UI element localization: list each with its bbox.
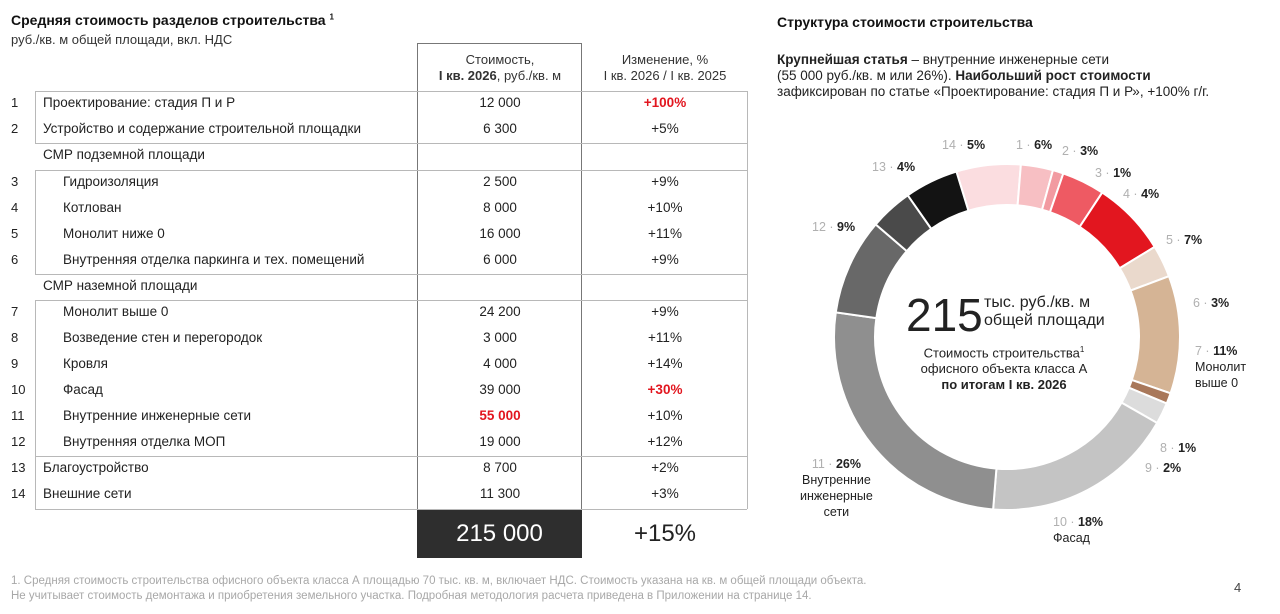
row-cost: 16 000 (479, 226, 521, 241)
slice-percent: 1% (1178, 441, 1197, 455)
row-label: Устройство и содержание строительной площадки (43, 121, 362, 136)
row-change: +9% (651, 252, 679, 267)
row-number: 7 (11, 304, 19, 319)
group-label: СМР подземной площади (43, 147, 205, 162)
chart-title: Структура стоимости строительства (777, 14, 1033, 30)
row-cost: 6 000 (483, 252, 517, 267)
slice-label-12 (812, 219, 855, 235)
donut-center (904, 289, 1134, 341)
change-header-line2: I кв. 2026 / I кв. 2025 (603, 68, 727, 83)
row-number: 6 (11, 252, 19, 267)
slice-percent: 2% (1163, 461, 1182, 475)
slice-label-3 (1095, 165, 1131, 181)
row-change: +11% (648, 226, 682, 241)
row-cost: 2 500 (483, 174, 517, 189)
cost-header-line1: Стоимость, (465, 52, 535, 67)
center-value: 215 (906, 289, 983, 341)
row-change: +2% (651, 460, 679, 475)
desc-text2: (55 000 руб./кв. м или 26%). (777, 68, 956, 83)
slice-percent: 1% (1113, 166, 1132, 180)
table-border (35, 300, 36, 456)
slice-number: 11 · (811, 457, 836, 471)
cost-header-period: I кв. 2026 (438, 68, 497, 83)
slice-number: 7 · (1195, 344, 1214, 358)
row-cost: 8 000 (483, 200, 517, 215)
center-unit-line1: тыс. руб./кв. м (984, 294, 1091, 311)
slice-name-line: инженерные (800, 489, 873, 503)
center-caption-line2: офисного объекта класса А (920, 361, 1088, 377)
row-cost: 11 300 (479, 486, 521, 501)
donut-slice-7 (1131, 276, 1180, 393)
slice-percent: 11% (1213, 344, 1238, 358)
row-cost: 4 000 (483, 356, 517, 371)
slice-number: 2 · (1062, 144, 1081, 158)
slice-number: 8 · (1160, 441, 1179, 455)
slice-number: 4 · (1123, 187, 1142, 201)
row-label: Котлован (63, 200, 122, 215)
center-caption-line3: по итогам I кв. 2026 (941, 377, 1067, 393)
slice-number: 6 · (1193, 296, 1212, 310)
row-number: 4 (11, 200, 19, 215)
row-number: 5 (11, 226, 19, 241)
slice-label-6 (1193, 295, 1229, 311)
total-cost: 215 000 (417, 510, 582, 558)
table-border (35, 170, 36, 274)
table-border (35, 456, 36, 509)
row-number: 10 (11, 382, 26, 397)
donut-slice-10 (993, 403, 1157, 510)
row-number: 13 (11, 460, 26, 475)
table-divider (35, 91, 747, 92)
chart-description (777, 52, 1209, 100)
desc-text3: зафиксирован по статье «Проектирование: стадия П и Р», +100% г/г. (777, 84, 1210, 99)
slice-percent: 26% (835, 457, 861, 471)
slice-label-7 (1195, 343, 1246, 391)
slice-name-line: Монолит (1195, 360, 1247, 374)
slice-label-9 (1145, 460, 1181, 476)
row-change: +12% (647, 434, 683, 449)
row-change: +10% (647, 200, 683, 215)
row-change: +10% (647, 408, 683, 423)
row-label: Кровля (63, 356, 108, 371)
slice-label-10 (1053, 514, 1103, 546)
row-label: Монолит выше 0 (63, 304, 169, 319)
slice-label-11 (800, 456, 873, 520)
slice-name-line: Фасад (1053, 531, 1090, 545)
row-label: Гидроизоляция (63, 174, 159, 189)
slice-label-4 (1123, 186, 1159, 202)
slice-number: 14 · (942, 138, 968, 152)
slice-number: 9 · (1145, 461, 1164, 475)
slice-percent: 3% (1211, 296, 1230, 310)
row-label: Фасад (63, 382, 103, 397)
slice-label-5 (1166, 232, 1202, 248)
slice-percent: 4% (1141, 187, 1160, 201)
slice-percent: 6% (1034, 138, 1053, 152)
table-border (35, 91, 36, 143)
slice-label-1 (1016, 137, 1052, 153)
row-change: +14% (647, 356, 683, 371)
slice-percent: 4% (897, 160, 916, 174)
slice-label-8 (1160, 440, 1196, 456)
table-divider (35, 143, 747, 144)
slice-number: 10 · (1053, 515, 1079, 529)
row-number: 2 (11, 121, 19, 136)
row-change: +3% (651, 486, 679, 501)
slice-label-13 (872, 159, 915, 175)
slice-label-14 (942, 137, 985, 153)
table-subtitle: руб./кв. м общей площади, вкл. НДС (11, 32, 233, 47)
slice-percent: 7% (1184, 233, 1203, 247)
slice-name-line: выше 0 (1195, 376, 1239, 390)
row-number: 9 (11, 356, 19, 371)
slice-percent: 18% (1078, 515, 1104, 529)
row-cost: 39 000 (479, 382, 521, 397)
center-unit-line2: общей площади (984, 312, 1105, 329)
row-change: +9% (651, 304, 679, 319)
table-divider (35, 300, 747, 301)
row-change: +5% (651, 121, 679, 136)
slice-percent: 9% (837, 220, 856, 234)
group-label: СМР наземной площади (43, 278, 198, 293)
change-header-line1: Изменение, % (621, 52, 709, 67)
slice-name-line: Внутренние (801, 473, 871, 487)
center-caption-line1: Стоимость строительства (923, 345, 1080, 361)
row-label: Монолит ниже 0 (63, 226, 165, 241)
cost-header-unit: , руб./кв. м (496, 68, 562, 83)
total-change: +15% (633, 520, 697, 547)
row-cost: 12 000 (479, 95, 521, 110)
row-number: 11 (11, 408, 25, 423)
row-number: 3 (11, 174, 19, 189)
slice-name-line: сети (823, 505, 850, 519)
row-change: +9% (651, 174, 679, 189)
title-footnote-mark: 1 (329, 12, 334, 22)
slice-label-2 (1062, 143, 1098, 159)
row-number: 14 (11, 486, 26, 501)
footnote (11, 574, 866, 604)
table-divider (35, 170, 747, 171)
slice-number: 3 · (1095, 166, 1114, 180)
row-label: Внутренняя отделка МОП (63, 434, 226, 449)
row-label: Возведение стен и перегородок (63, 330, 263, 345)
row-cost: 55 000 (479, 408, 521, 423)
desc-bold2: Наибольший рост стоимости (955, 68, 1151, 83)
desc-bold1: Крупнейшая статья (777, 52, 908, 67)
row-number: 1 (11, 95, 19, 110)
desc-text1: – внутренние инженерные сети (907, 52, 1110, 67)
row-label: Внешние сети (43, 486, 132, 501)
footnote-line1: 1. Средняя стоимость строительства офисного объекта класса А площадью 70 тыс. кв. м, включает НДС. Стоимость указана на кв. м общей площади объекта. (11, 575, 867, 587)
row-change: +100% (643, 95, 687, 110)
row-number: 8 (11, 330, 19, 345)
row-change: +30% (647, 382, 683, 397)
row-label: Благоустройство (43, 460, 149, 475)
row-cost: 3 000 (483, 330, 517, 345)
row-cost: 24 200 (479, 304, 521, 319)
slice-percent: 3% (1080, 144, 1099, 158)
table-border (747, 91, 748, 509)
slice-number: 12 · (812, 220, 838, 234)
row-label: Проектирование: стадия П и Р (43, 95, 236, 110)
slice-number: 1 · (1016, 138, 1035, 152)
center-caption (894, 342, 1114, 393)
page-number: 4 (1234, 580, 1242, 595)
footnote-line2: Не учитывает стоимость демонтажа и приобретения земельного участка. Подробная методология расчета приведена в Приложении на странице 14. (11, 590, 812, 602)
row-change: +11% (648, 330, 682, 345)
slice-number: 13 · (872, 160, 898, 174)
row-label: Внутренние инженерные сети (63, 408, 252, 423)
slice-number: 5 · (1166, 233, 1185, 247)
table-title-text: Средняя стоимость разделов строительства (11, 12, 326, 28)
center-footnote-mark: 1 (1079, 345, 1085, 354)
slice-percent: 5% (967, 138, 986, 152)
table-divider (35, 274, 747, 275)
row-cost: 8 700 (483, 460, 517, 475)
row-cost: 19 000 (479, 434, 521, 449)
row-number: 12 (11, 434, 26, 449)
row-label: Внутренняя отделка паркинга и тех. помещений (63, 252, 365, 267)
row-cost: 6 300 (483, 121, 517, 136)
table-divider (35, 456, 747, 457)
